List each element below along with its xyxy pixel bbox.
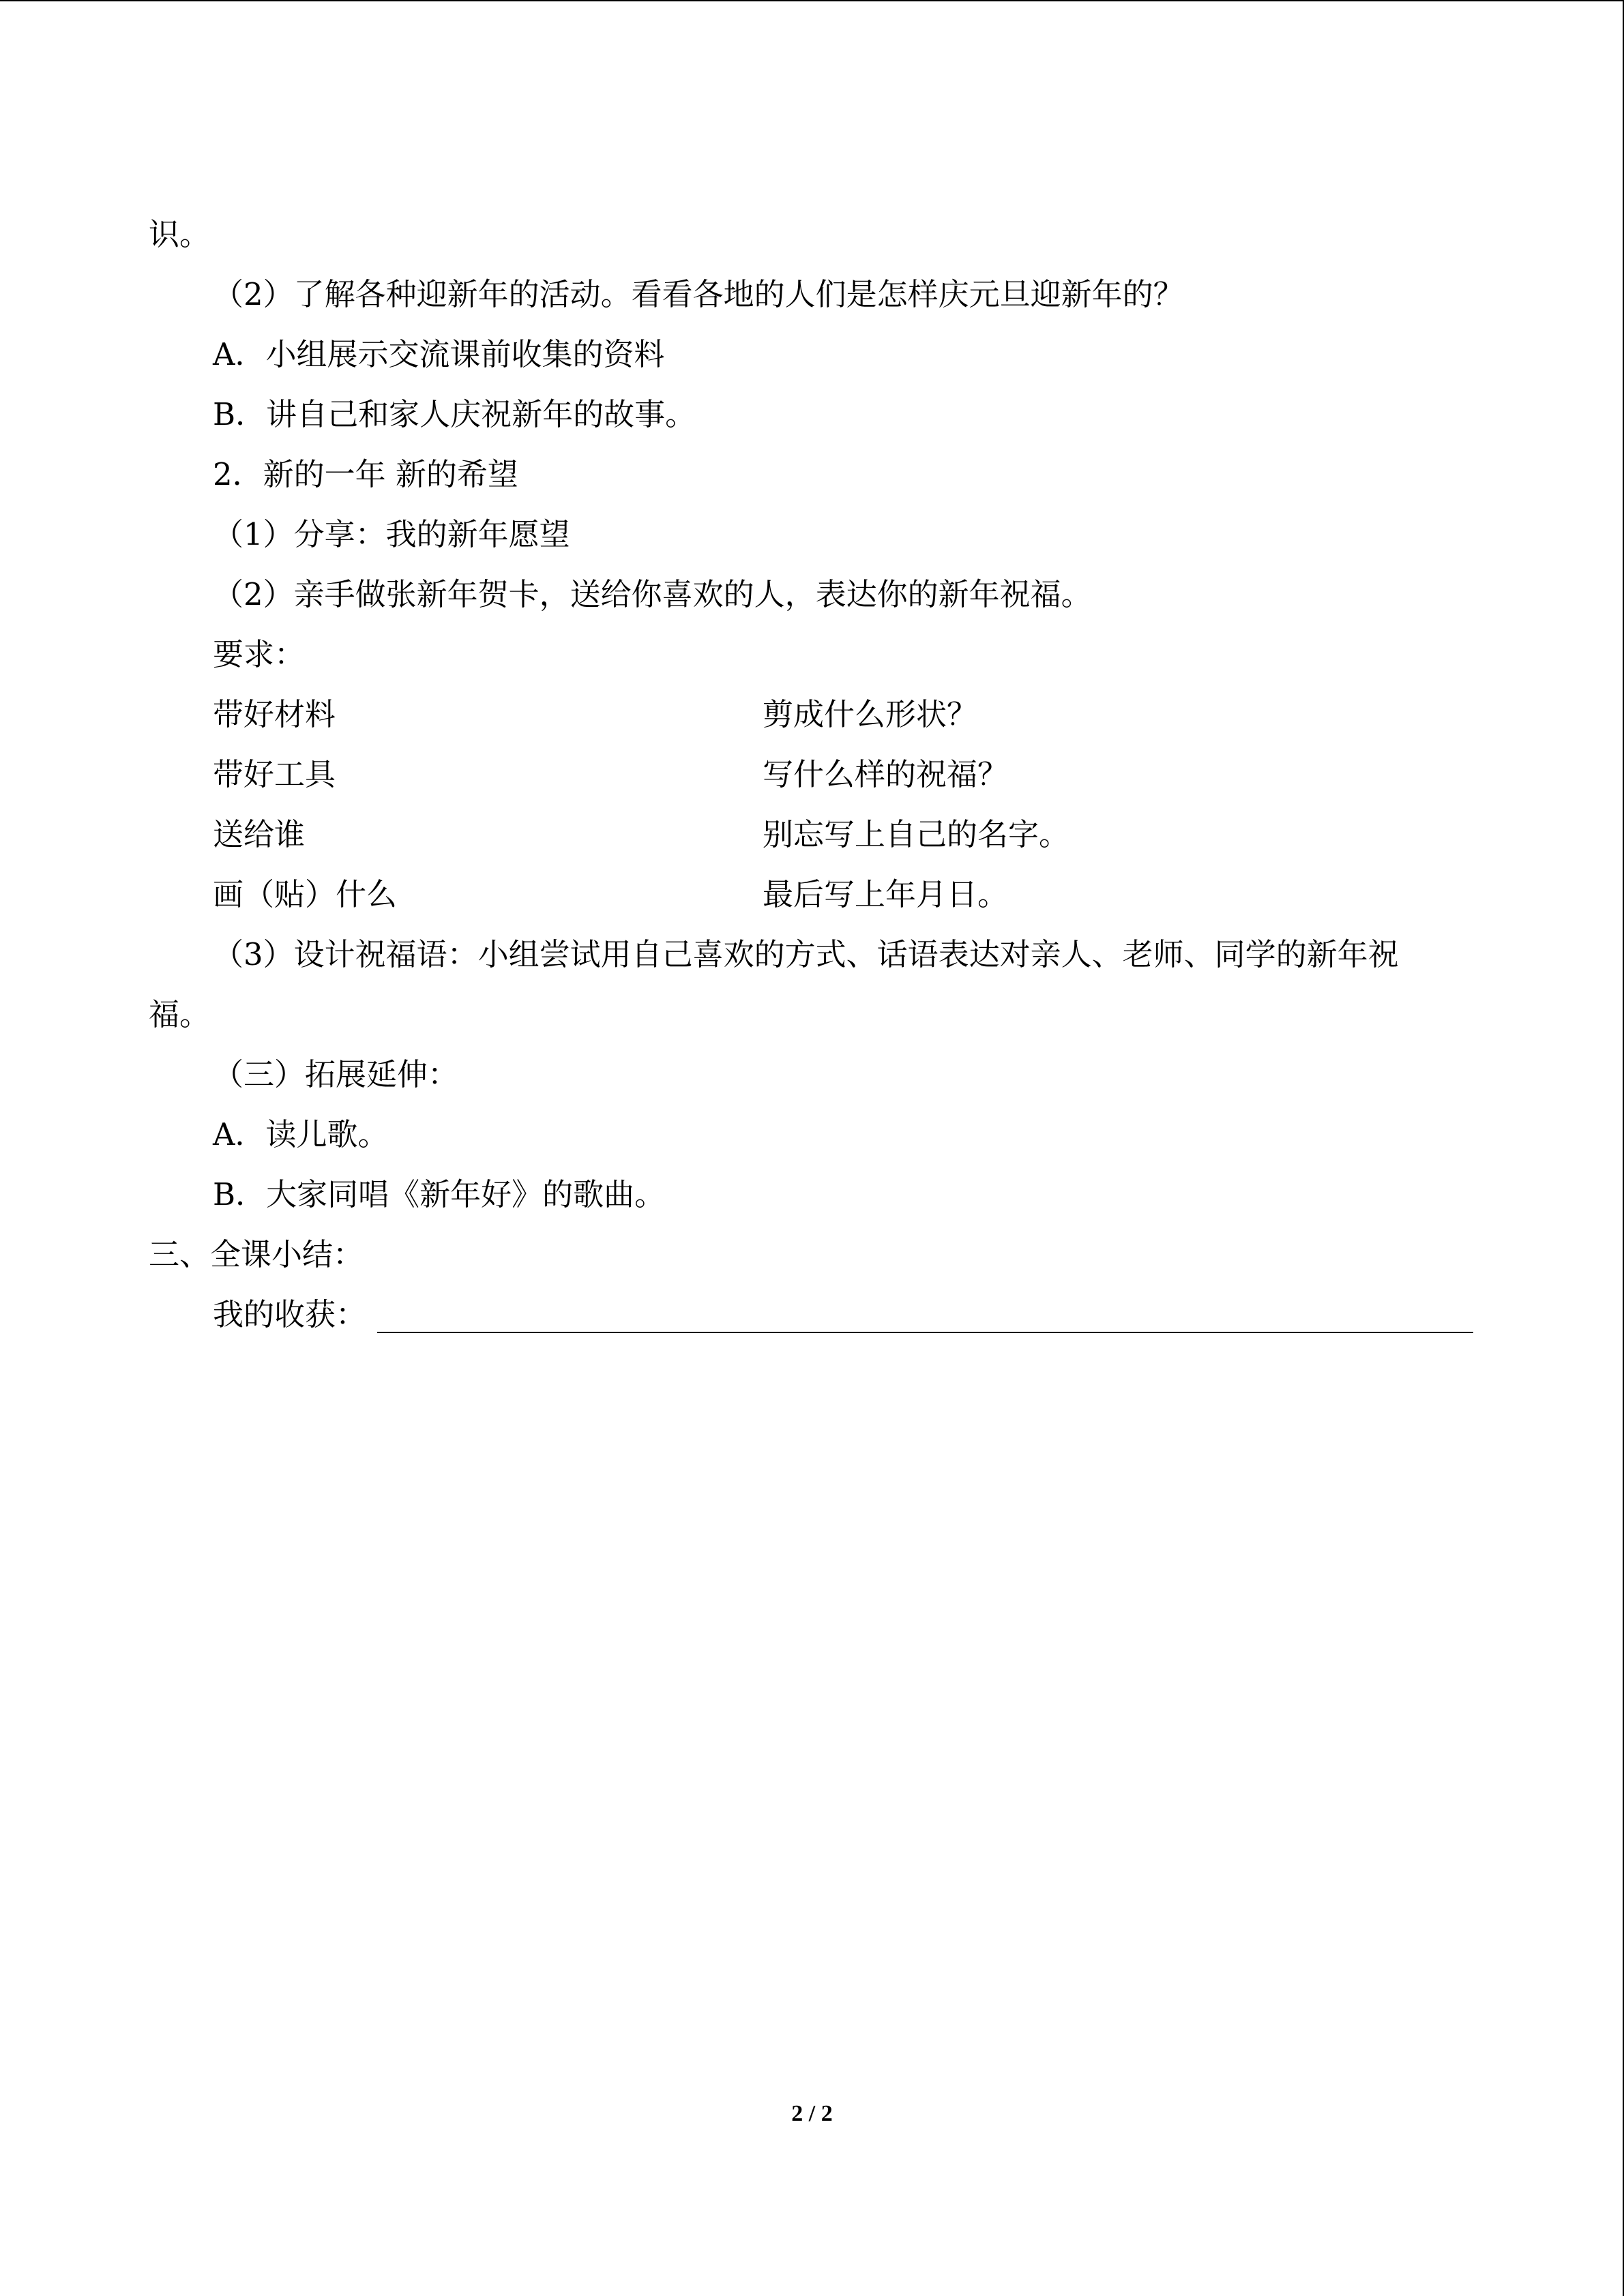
paragraph-line: 识。 [149,216,211,252]
requirement-row [213,754,1009,795]
section-heading: （三）拓展延伸： [213,1056,459,1092]
paragraph-line: （2）亲手做张新年贺卡，送给你喜欢的人，表达你的新年祝福。 [213,576,1092,612]
list-item: A．小组展示交流课前收集的资料 [213,336,665,372]
requirement-right: 别忘写上自己的名字。 [763,816,1070,852]
paragraph-line: （2）了解各种迎新年的活动。看看各地的人们是怎样庆元旦迎新年的？ [213,276,1184,312]
paragraph-line: （3）设计祝福语：小组尝试用自己喜欢的方式、话语表达对亲人、老师、同学的新年祝 [213,936,1399,972]
requirement-left: 画（贴）什么 [213,876,398,912]
harvest-label: 我的收获： [213,1296,367,1332]
section-heading: 2．新的一年 新的希望 [213,456,518,492]
requirement-right: 最后写上年月日。 [763,876,1009,912]
list-item: B．大家同唱《新年好》的歌曲。 [213,1176,666,1212]
requirement-right: 剪成什么形状？ [763,696,978,732]
list-item: B．讲自己和家人庆祝新年的故事。 [213,396,696,432]
requirement-left: 送给谁 [213,816,306,852]
answer-underline [377,1332,1473,1333]
list-item: A．读儿歌。 [213,1116,389,1152]
requirements-label: 要求： [213,636,306,672]
paragraph-line: 福。 [149,996,211,1032]
paragraph-line: （1）分享：我的新年愿望 [213,516,570,552]
requirement-row [213,874,1009,915]
requirement-left: 带好工具 [213,756,336,792]
section-heading: 三、全课小结： [149,1236,364,1272]
requirement-row [213,814,1070,855]
requirement-row [213,694,978,735]
requirement-left: 带好材料 [213,696,336,732]
page-number: 2 / 2 [791,2101,833,2126]
requirement-right: 写什么样的祝福？ [763,756,1009,792]
